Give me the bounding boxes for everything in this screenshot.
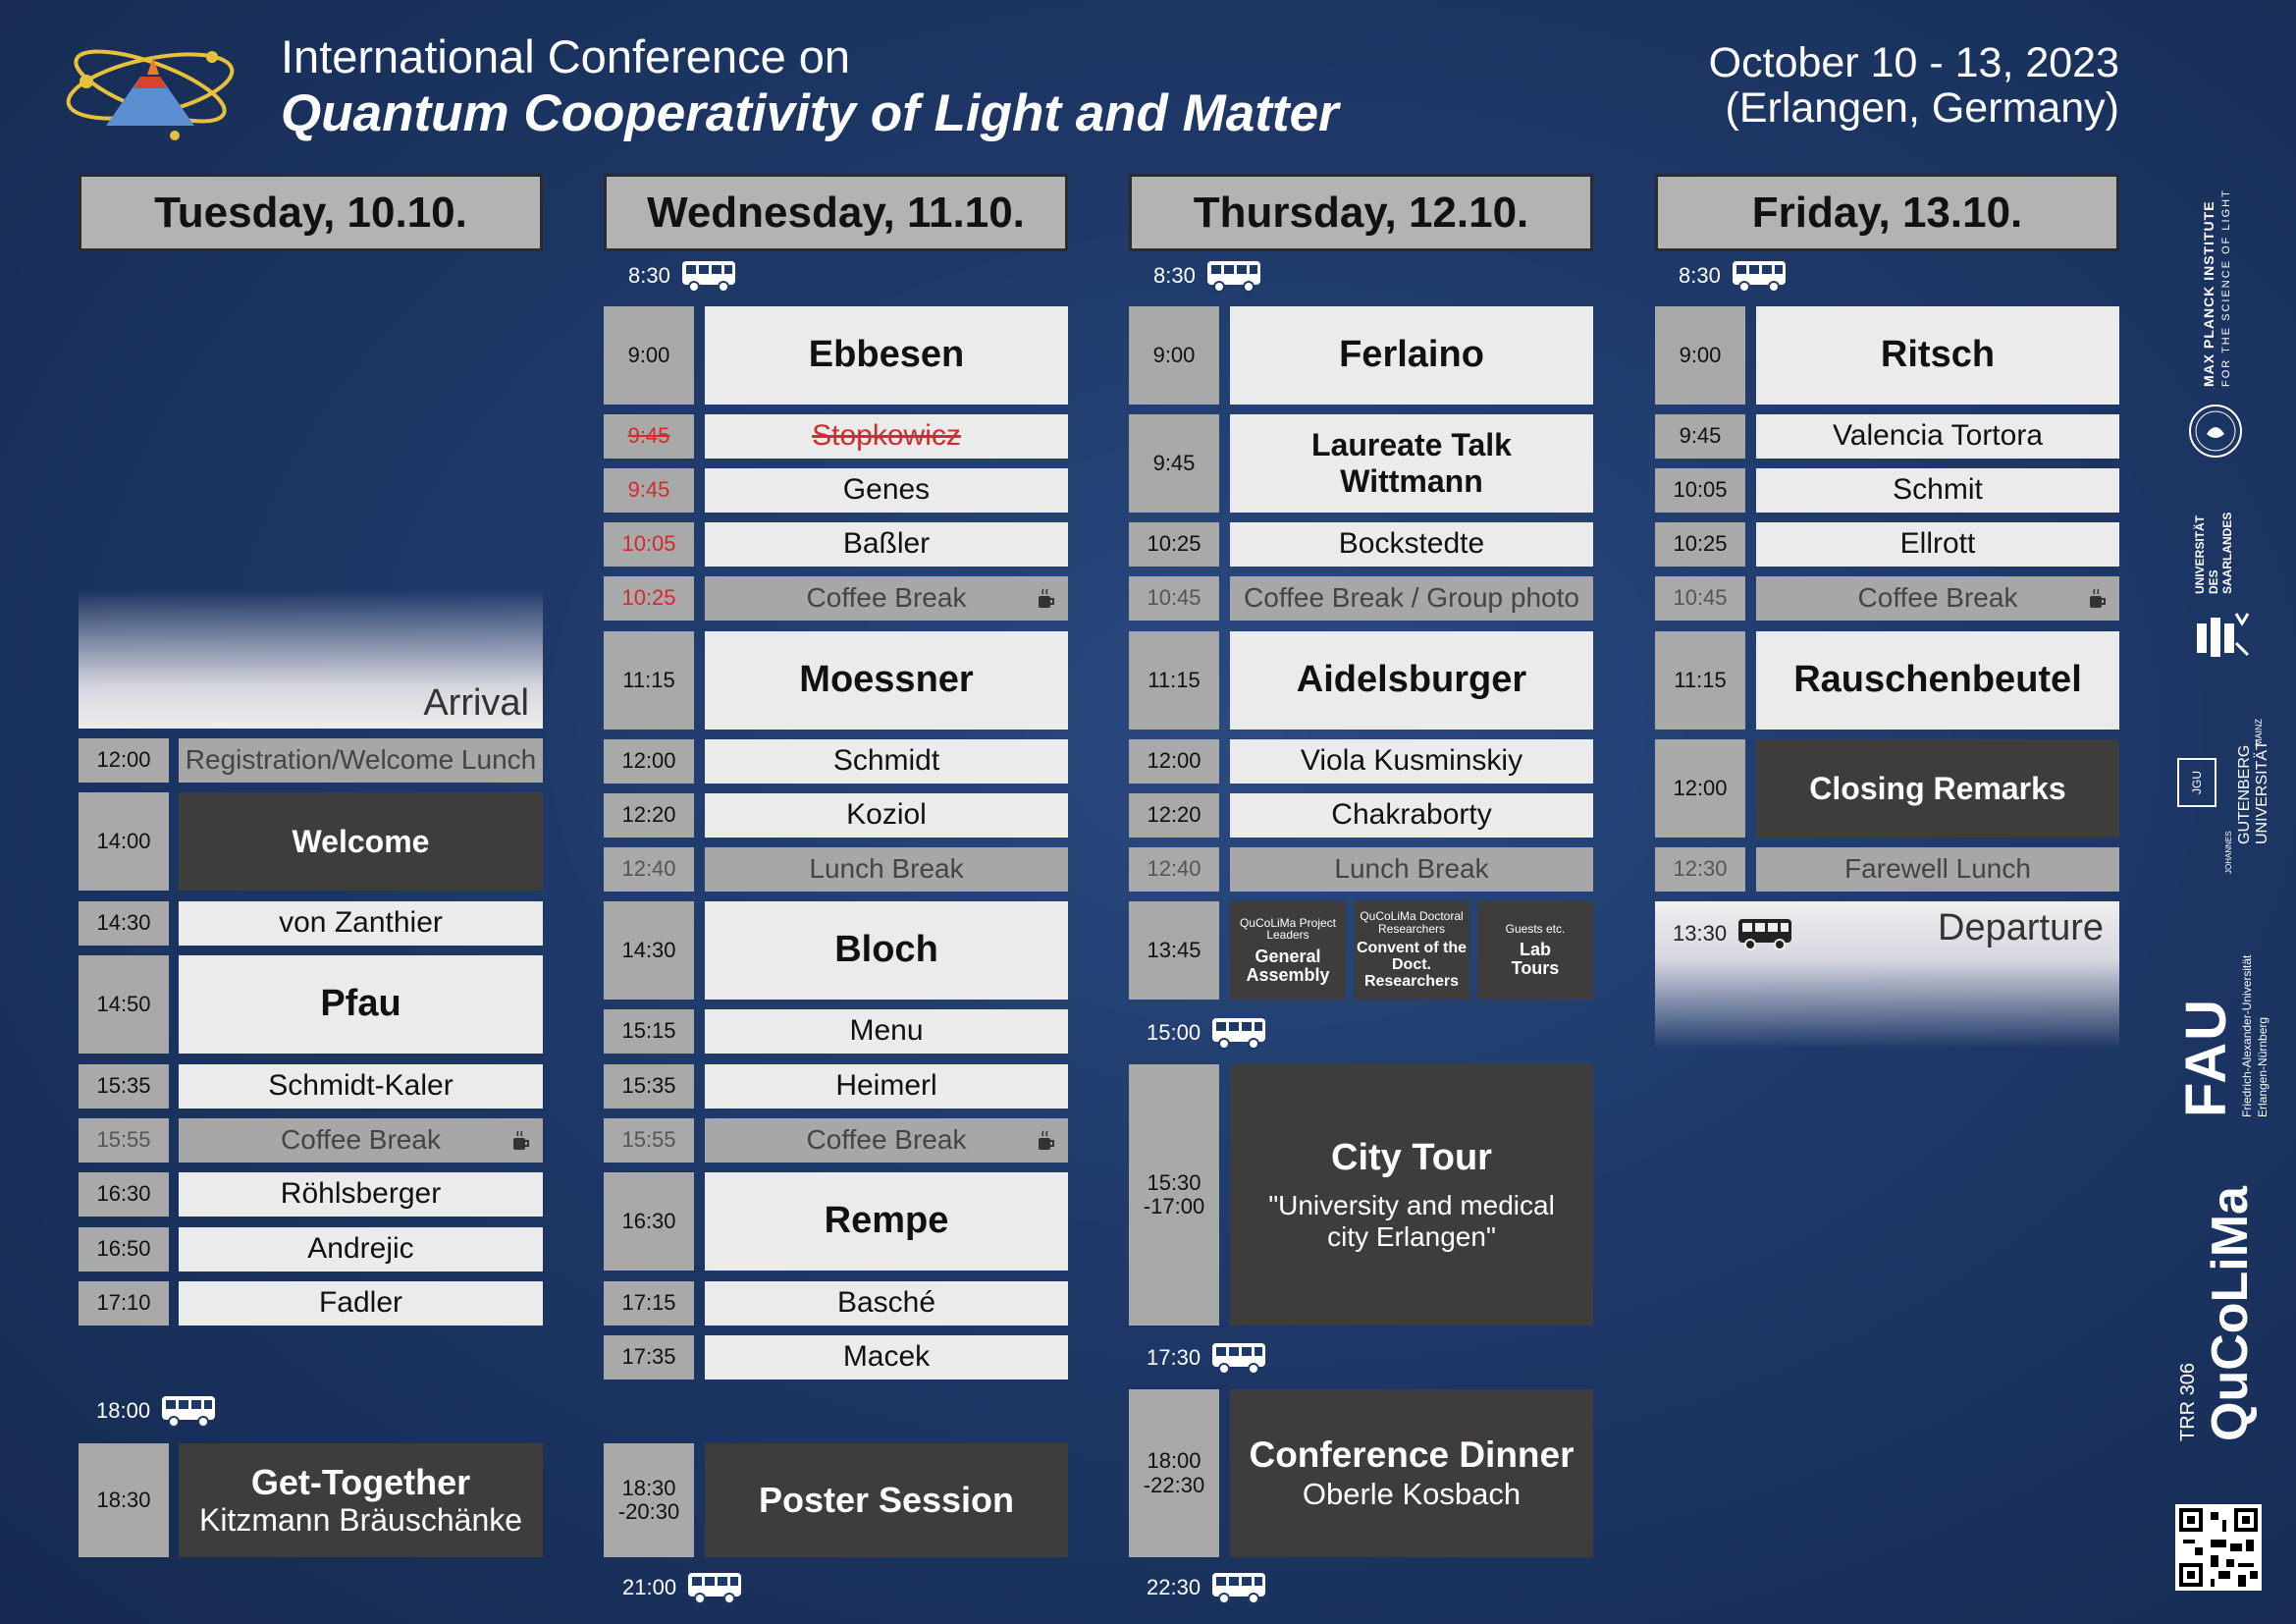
bus-time: 21:00	[622, 1575, 677, 1599]
lunch-break: Lunch Break	[1230, 847, 1593, 892]
bus-time: 8:30	[1679, 263, 1721, 288]
qr-code-icon	[2175, 1504, 2262, 1591]
time-cell: 10:45	[1655, 576, 1745, 621]
time-cell: 16:30	[79, 1172, 169, 1217]
talk-moessner: Moessner	[705, 631, 1068, 730]
laureate-speaker: Wittmann	[1340, 463, 1483, 499]
time-cell: 12:20	[604, 793, 694, 838]
time-cell: 15:55	[79, 1118, 169, 1163]
bus-icon	[160, 1394, 217, 1428]
time-cell: 16:50	[79, 1227, 169, 1272]
bus-departure	[622, 1571, 743, 1604]
talk-rauschenbeutel: Rauschenbeutel	[1756, 631, 2119, 730]
event-get-together	[179, 1443, 543, 1557]
time-cell: 12:40	[604, 847, 694, 892]
time-cell: 10:25	[1655, 522, 1745, 567]
city-tour-title: City Tour	[1331, 1136, 1492, 1178]
time-cell: 17:10	[79, 1281, 169, 1326]
trr-label: TRR 306	[2177, 1362, 2199, 1441]
talk-ritsch: Ritsch	[1756, 306, 2119, 405]
event-closing-remarks: Closing Remarks	[1756, 739, 2119, 838]
talk-schmidt-kaler: Schmidt-Kaler	[179, 1064, 543, 1109]
time-cell-changed: 10:25	[604, 576, 694, 621]
dinner-title: Conference Dinner	[1249, 1435, 1575, 1476]
talk-schmidt: Schmidt	[705, 739, 1068, 784]
time-cell: 10:05	[1655, 468, 1745, 513]
coffee-break-label: Coffee Break	[1857, 582, 2018, 614]
time-cell: 9:45	[1129, 414, 1219, 513]
fau-mark: FAU	[2174, 998, 2238, 1117]
talk-aidelsburger: Aidelsburger	[1230, 631, 1593, 730]
time-cell: 9:45	[1655, 414, 1745, 459]
conference-dates: October 10 - 13, 2023	[1708, 39, 2119, 86]
time-cell: 13:45	[1129, 901, 1219, 1000]
time-cell: 12:30	[1655, 847, 1745, 892]
fau-logo	[2171, 913, 2279, 1119]
time-cell: 12:00	[1655, 739, 1745, 838]
time-cell: 12:20	[1129, 793, 1219, 838]
coffee-break	[179, 1118, 543, 1163]
bus-departure	[1153, 259, 1262, 293]
jgu-name: GUTENBERG	[2236, 744, 2253, 844]
coffee-cup-icon	[2088, 588, 2108, 610]
coffee-cup-icon	[511, 1130, 531, 1152]
day-header-wednesday: Wednesday, 11.10.	[604, 174, 1068, 251]
bus-icon	[680, 259, 737, 293]
bus-time: 15:00	[1147, 1020, 1201, 1045]
talk-bassler: Baßler	[705, 522, 1068, 567]
conference-title-line1: International Conference on	[281, 30, 851, 82]
time-cell	[1129, 1389, 1219, 1557]
event-conference-dinner	[1230, 1389, 1593, 1557]
day-header-tuesday: Tuesday, 10.10.	[79, 174, 543, 251]
talk-macek: Macek	[705, 1335, 1068, 1380]
qucolima-name: QuCoLiMa	[2202, 1186, 2259, 1441]
time-cell: 15:55	[604, 1118, 694, 1163]
talk-pfau: Pfau	[179, 955, 543, 1054]
talk-ferlaino: Ferlaino	[1230, 306, 1593, 405]
bus-time: 13:30	[1673, 921, 1728, 946]
event-welcome: Welcome	[179, 792, 543, 891]
talk-andrejic: Andrejic	[179, 1227, 543, 1272]
coffee-break	[705, 1118, 1068, 1163]
audience-label: QuCoLiMa Doctoral Researchers	[1360, 909, 1464, 936]
mpi-logo	[2195, 177, 2254, 393]
bus-icon	[686, 1571, 743, 1604]
get-together-title: Get-Together	[250, 1461, 471, 1502]
time-start: 18:30	[621, 1475, 676, 1500]
talk-genes: Genes	[705, 468, 1068, 513]
session-title: General Assembly	[1246, 946, 1330, 985]
fau-fullname: Friedrich-Alexander-Universität	[2240, 954, 2254, 1117]
talk-schmit: Schmit	[1756, 468, 2119, 513]
session-convent-doct	[1354, 901, 1469, 1000]
talk-ebbesen: Ebbesen	[705, 306, 1068, 405]
uds-name: UNIVERSITÄT DES SAARLANDES	[2193, 512, 2234, 594]
time-end: -20:30	[617, 1499, 680, 1524]
time-cell: 9:00	[1655, 306, 1745, 405]
session-lab-tours	[1477, 901, 1593, 1000]
talk-heimerl: Heimerl	[705, 1064, 1068, 1109]
bus-departure	[628, 259, 737, 293]
jgu-small: JOHANNES	[2224, 831, 2233, 874]
audience-label: Guests etc.	[1505, 921, 1566, 936]
bus-icon	[1210, 1341, 1267, 1375]
coffee-break	[705, 576, 1068, 621]
session-title: Lab Tours	[1511, 940, 1560, 979]
time-cell: 10:45	[1129, 576, 1219, 621]
bus-departure	[96, 1394, 217, 1428]
day-header-thursday: Thursday, 12.10.	[1129, 174, 1593, 251]
talk-laureate-wittmann	[1230, 414, 1593, 513]
bus-time: 8:30	[628, 263, 670, 288]
jgu-logo	[2173, 717, 2281, 884]
bus-time: 18:00	[96, 1398, 151, 1423]
time-cell: 11:15	[1129, 631, 1219, 730]
qucolima-logo	[2173, 1159, 2281, 1443]
bus-time: 22:30	[1147, 1575, 1201, 1599]
time-cell: 15:15	[604, 1009, 694, 1054]
time-cell-changed: 9:45	[604, 468, 694, 513]
talk-roehlsberger: Röhlsberger	[179, 1172, 543, 1217]
event-registration: Registration/Welcome Lunch	[179, 738, 543, 783]
jgu-mark: JGU	[2177, 758, 2216, 807]
talk-valencia-tortora: Valencia Tortora	[1756, 414, 2119, 459]
time-cell: 9:00	[604, 306, 694, 405]
bus-departure	[1679, 259, 1788, 293]
jgu-name2: UNIVERSITÄT	[2254, 740, 2270, 844]
time-cell: 15:35	[79, 1064, 169, 1109]
bus-time: 8:30	[1153, 263, 1196, 288]
talk-von-zanthier: von Zanthier	[179, 901, 543, 946]
bus-icon	[1736, 917, 1793, 950]
talk-menu: Menu	[705, 1009, 1068, 1054]
talk-basche: Basché	[705, 1281, 1068, 1326]
coffee-break-label: Coffee Break	[806, 582, 967, 614]
time-cell: 14:50	[79, 955, 169, 1054]
talk-fadler: Fadler	[179, 1281, 543, 1326]
city-tour-subtitle: "University and medical city Erlangen"	[1268, 1189, 1555, 1252]
bus-icon	[1205, 259, 1262, 293]
bus-icon	[1210, 1571, 1267, 1604]
time-cell-changed: 10:05	[604, 522, 694, 567]
time-end: -22:30	[1143, 1472, 1205, 1497]
time-cell-cancelled: 9:45	[604, 414, 694, 459]
time-cell: 11:15	[604, 631, 694, 730]
arrival-label: Arrival	[423, 682, 529, 724]
arrival-block	[79, 589, 543, 729]
fau-city: Erlangen-Nürnberg	[2256, 1016, 2269, 1117]
time-cell: 12:00	[79, 738, 169, 783]
time-cell: 14:00	[79, 792, 169, 891]
mpi-name: MAX PLANCK INSTITUTE	[2201, 200, 2216, 387]
time-cell: 14:30	[604, 901, 694, 1000]
time-cell	[604, 1443, 694, 1557]
coffee-break-label: Coffee Break	[806, 1124, 967, 1156]
time-cell: 11:15	[1655, 631, 1745, 730]
time-cell: 12:00	[604, 739, 694, 784]
uds-logo	[2191, 501, 2260, 677]
time-end: -17:00	[1143, 1194, 1205, 1218]
event-poster-session: Poster Session	[705, 1443, 1068, 1557]
time-cell: 12:00	[1129, 739, 1219, 784]
session-title: Convent of the Doct. Researchers	[1357, 940, 1467, 990]
time-cell: 16:30	[604, 1172, 694, 1271]
talk-bockstedte: Bockstedte	[1230, 522, 1593, 567]
laureate-talk-label: Laureate Talk	[1311, 427, 1512, 463]
coffee-cup-icon	[1037, 588, 1056, 610]
get-together-venue: Kitzmann Bräuschänke	[198, 1502, 523, 1539]
talk-rempe: Rempe	[705, 1172, 1068, 1271]
bus-icon	[1210, 1016, 1267, 1050]
mpi-seal-icon	[2187, 403, 2244, 460]
bus-departure	[1147, 1016, 1267, 1050]
talk-chakraborty: Chakraborty	[1230, 793, 1593, 838]
bus-departure	[1147, 1571, 1267, 1604]
time-start: 15:30	[1147, 1169, 1201, 1195]
time-cell: 17:15	[604, 1281, 694, 1326]
talk-stopkowicz-cancelled: Stopkowicz	[705, 414, 1068, 459]
talk-viola-kusminskiy: Viola Kusminskiy	[1230, 739, 1593, 784]
session-general-assembly	[1230, 901, 1346, 1000]
lunch-break: Lunch Break	[705, 847, 1068, 892]
talk-koziol: Koziol	[705, 793, 1068, 838]
departure-label: Departure	[1938, 907, 2104, 948]
mpi-subtitle: FOR THE SCIENCE OF LIGHT	[2220, 189, 2232, 387]
time-cell: 18:30	[79, 1443, 169, 1557]
coffee-break-group-photo: Coffee Break / Group photo	[1230, 576, 1593, 621]
day-header-friday: Friday, 13.10.	[1655, 174, 2119, 251]
time-cell: 15:35	[604, 1064, 694, 1109]
conference-location: (Erlangen, Germany)	[1725, 84, 2119, 132]
bus-icon	[1731, 259, 1788, 293]
conference-logo	[57, 27, 243, 145]
conference-title-line2: Quantum Cooperativity of Light and Matter	[281, 84, 1339, 142]
time-cell: 10:25	[1129, 522, 1219, 567]
dinner-venue: Oberle Kosbach	[1302, 1476, 1522, 1511]
event-city-tour	[1230, 1064, 1593, 1326]
uds-crest-icon	[2191, 604, 2254, 667]
time-cell: 12:40	[1129, 847, 1219, 892]
time-cell: 14:30	[79, 901, 169, 946]
jgu-mainz: MAINZ	[2254, 719, 2264, 746]
talk-ellrott: Ellrott	[1756, 522, 2119, 567]
bus-departure	[1147, 1341, 1267, 1375]
farewell-lunch: Farewell Lunch	[1756, 847, 2119, 892]
coffee-break-label: Coffee Break	[281, 1124, 441, 1156]
time-start: 18:00	[1147, 1448, 1201, 1474]
coffee-break	[1756, 576, 2119, 621]
time-cell: 9:00	[1129, 306, 1219, 405]
departure-block	[1655, 901, 2119, 1049]
audience-label: QuCoLiMa Project Leaders	[1239, 915, 1337, 943]
talk-bloch: Bloch	[705, 901, 1068, 1000]
bus-time: 17:30	[1147, 1345, 1201, 1370]
time-cell: 17:35	[604, 1335, 694, 1380]
coffee-cup-icon	[1037, 1130, 1056, 1152]
bus-departure	[1673, 917, 1793, 950]
time-cell	[1129, 1064, 1219, 1326]
